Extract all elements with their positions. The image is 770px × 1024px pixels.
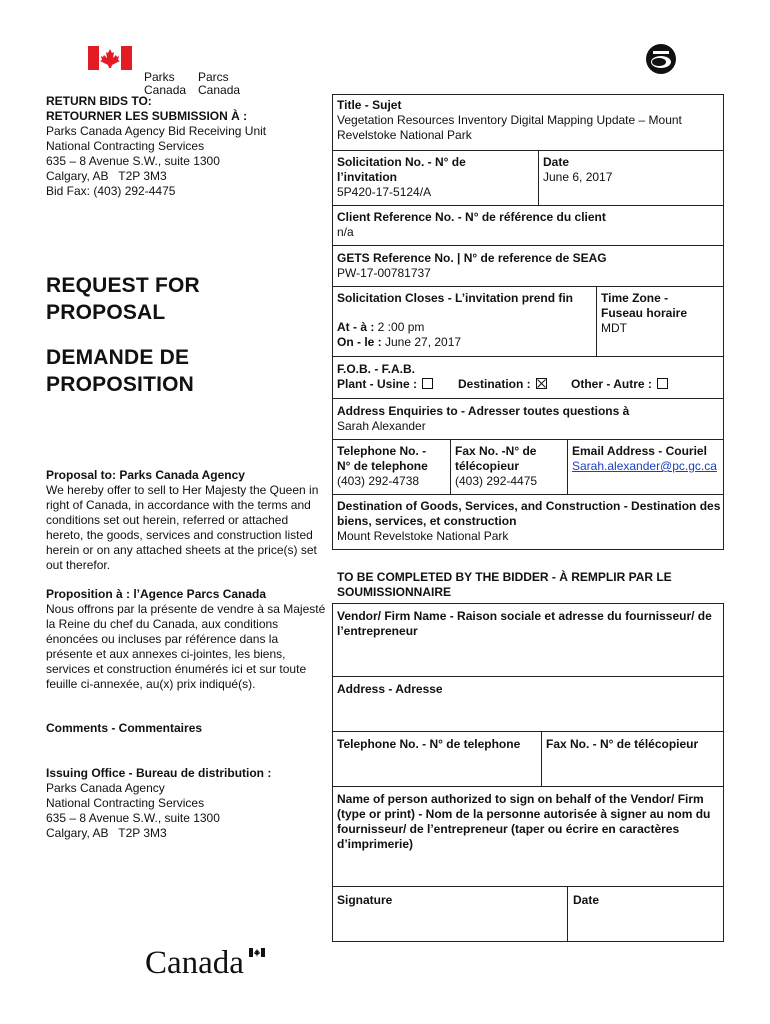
date-value: June 6, 2017 [543,170,613,184]
issuing-office-line: Calgary, AB T2P 3M3 [46,826,167,840]
destination-goods-label: Destination of Goods, Services, and Construction - Destination des biens, services, et construction [337,499,724,528]
fax-value: (403) 292-4475 [455,474,538,488]
fax-label-2: télécopieur [455,459,520,473]
gets-field [337,251,717,281]
bidder-telephone-input[interactable] [333,755,539,785]
authorized-person-input[interactable] [333,855,723,885]
title-field [337,98,717,143]
timezone-field [601,291,721,336]
vendor-name-input[interactable] [333,640,723,674]
return-bids-line: Calgary, AB T2P 3M3 [46,169,167,183]
client-ref-label: Client Reference No. - N° de référence du client [337,210,606,224]
fax-field [455,444,565,489]
bidder-date-label: Date [573,893,600,907]
plant-option[interactable]: Plant - Usine : [337,377,433,392]
fob-label: F.O.B. - F.A.B. [337,362,415,376]
gets-label: GETS Reference No. | N° de reference de SEAG [337,251,607,265]
address-input[interactable] [333,700,723,730]
canada-wordmark-text: Canada [145,945,244,981]
fob-field [337,362,717,392]
telephone-value: (403) 292-4738 [337,474,420,488]
parks-canada-signature [88,46,248,97]
telephone-field [337,444,447,489]
address-label: Address - Adresse [337,682,443,696]
enquiries-field [337,404,717,434]
proposal-en-body: We hereby offer to sell to Her Majesty the Queen in right of Canada, in accordance with the terms and conditions set out herein, referred or attached hereto, the goods, services and construction listed herein or on any attached sheets at the price(s) set out therefor. [46,483,322,572]
wordmark-flag-icon [249,948,265,957]
telephone-label: Telephone No. - [337,444,427,458]
return-bids-line: 635 – 8 Avenue S.W., suite 1300 [46,154,220,168]
return-bids-line: Bid Fax: (403) 292-4475 [46,184,176,198]
comments-label: Comments - Commentaires [46,721,203,735]
beaver-emblem-icon [644,42,678,76]
other-checkbox[interactable] [657,378,668,389]
closes-label: Solicitation Closes - L’invitation prend fin [337,291,574,305]
issuing-office-label: Issuing Office - Bureau de distribution : [46,766,272,780]
solicitation-label-2: l’invitation [337,170,397,184]
bidder-heading: TO BE COMPLETED BY THE BIDDER - À REMPLIR PAR LE SOUMISSIONNAIRE [337,570,676,599]
proposal-fr-heading: Proposition à : l’Agence Parcs Canada [46,587,267,601]
gets-value: PW-17-00781737 [337,266,431,280]
enquiries-label: Address Enquiries to - Adresser toutes questions à [337,404,630,418]
bidder-fax-input[interactable] [542,755,722,785]
return-bids-block [46,94,326,199]
email-link[interactable]: Sarah.alexander@pc.gc.ca [572,459,717,473]
at-line: At - à : 2 :00 pm [337,320,425,334]
solicitation-value: 5P420-17-5124/A [337,185,432,199]
return-bids-heading-fr: RETOURNER LES SUBMISSION À : [46,109,248,123]
solicitation-field [337,155,535,200]
return-bids-line: National Contracting Services [46,139,205,153]
closes-field [337,291,593,350]
title-value: Vegetation Resources Inventory Digital Mapping Update – Mount Revelstoke National Park [337,113,686,142]
signature-input[interactable] [333,910,565,940]
proposal-en-heading: Proposal to: Parks Canada Agency [46,468,245,482]
parks-en-text: Parks Canada [144,70,187,97]
on-line: On - le : June 27, 2017 [337,335,462,349]
canada-wordmark [145,944,270,984]
issuing-office-line: National Contracting Services [46,796,205,810]
timezone-value: MDT [601,321,627,335]
timezone-label: Time Zone - [601,291,669,305]
proposal-fr-block [46,587,328,692]
signature-label: Signature [337,893,393,907]
bidder-telephone-label: Telephone No. - N° de telephone [337,737,521,751]
proposal-en-block [46,468,328,573]
destination-goods-value: Mount Revelstoke National Park [337,529,509,543]
solicitation-label: Solicitation No. - N° de [337,155,466,169]
vendor-name-label: Vendor/ Firm Name - Raison sociale et adresse du fournisseur/ de l’entrepreneur [337,609,716,638]
bidder-fax-label: Fax No. - N° de télécopieur [546,737,699,751]
fax-label: Fax No. -N° de [455,444,537,458]
title-label: Title - Sujet [337,98,402,112]
bidder-date-input[interactable] [568,910,722,940]
authorized-person-label: Name of person authorized to sign on behalf of the Vendor/ Firm (type or print) - Nom de la personne autorisée à signer au nom du fournisseur/ de l’entrepreneur (taper ou écrire en caractères d’imprimerie) [337,792,714,851]
client-ref-value: n/a [337,225,354,239]
destination-option[interactable]: Destination : [458,377,547,392]
return-bids-heading-en: RETURN BIDS TO: [46,94,152,108]
date-field [543,155,718,185]
fob-options [337,377,717,392]
proposal-fr-body: Nous offrons par la présente de vendre à sa Majesté la Reine du chef du Canada, aux conditions énoncées ou incluses par référence dans la présente et aux annexes ci-jointes, les biens, services et construction énumérés ici et sur toute feuille ci-annexée, au(x) prix indiqué(s). [46,602,329,691]
canada-flag-icon [88,46,132,70]
issuing-office-line: 635 – 8 Avenue S.W., suite 1300 [46,811,220,825]
issuing-office-line: Parks Canada Agency [46,781,165,795]
plant-checkbox[interactable] [422,378,433,389]
return-bids-line: Parks Canada Agency Bid Receiving Unit [46,124,267,138]
timezone-label-2: Fuseau horaire [601,306,688,320]
date-label: Date [543,155,570,169]
rfp-title-fr: DEMANDE DE PROPOSITION [46,346,195,396]
client-ref-field [337,210,717,240]
telephone-label-2: N° de telephone [337,459,428,473]
email-field [572,444,722,474]
destination-checkbox-checked[interactable] [536,378,547,389]
other-option[interactable]: Other - Autre : [571,377,668,392]
issuing-office-block [46,766,328,841]
enquiries-value: Sarah Alexander [337,419,426,433]
email-label: Email Address - Couriel [572,444,707,458]
parks-fr-text: Parcs Canada [198,70,241,97]
rfp-title-en: REQUEST FOR PROPOSAL [46,274,200,324]
destination-goods-field [337,499,724,544]
